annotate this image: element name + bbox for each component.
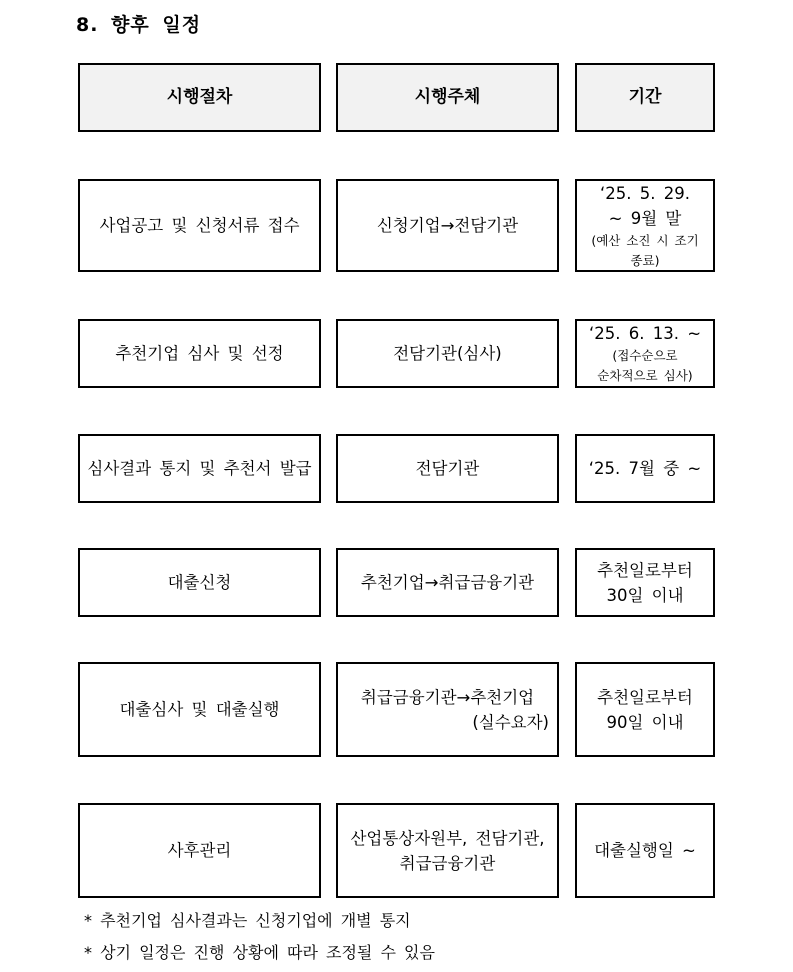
row2-period: [575, 319, 715, 388]
row2-actor: [336, 319, 559, 388]
row1-period-note1: (예산 소진 시 조기: [591, 232, 699, 248]
row3-actor: [336, 434, 559, 503]
row4-procedure: [78, 548, 321, 617]
row6-procedure-text: 사후관리: [167, 841, 232, 860]
row4-actor: [336, 548, 559, 617]
header-actor: [336, 63, 559, 132]
row2-procedure-text: 추천기업 심사 및 선정: [115, 344, 284, 363]
row5-actor-line2: (실수요자): [472, 712, 549, 732]
row1-actor: [336, 179, 559, 272]
row6-actor-line2: 취급금융기관: [399, 853, 496, 873]
row1-period: [575, 179, 715, 272]
row3-period-line1: ‘25. 7월 중 ~: [588, 459, 702, 478]
row5-actor: [336, 662, 559, 757]
row3-procedure: [78, 434, 321, 503]
row4-period-line1: 추천일로부터: [597, 560, 693, 580]
row6-procedure: [78, 803, 321, 898]
row1-procedure: [78, 179, 321, 272]
row2-period-note1: (접수순으로: [612, 348, 678, 363]
row3-procedure-text: 심사결과 통지 및 추천서 발급: [87, 459, 312, 478]
row3-actor-text: 전담기관: [415, 459, 480, 478]
row5-period-line2: 90일 이내: [606, 712, 684, 732]
header-actor-label: 시행주체: [414, 87, 481, 107]
row1-actor-text: 신청기업→전담기관: [376, 216, 519, 235]
row2-procedure: [78, 319, 321, 388]
row5-procedure: [78, 662, 321, 757]
row5-actor-line1: 취급금융기관→추천기업: [360, 687, 535, 707]
row1-procedure-text: 사업공고 및 신청서류 접수: [99, 216, 300, 235]
row1-period-line2: ~ 9월 말: [608, 208, 682, 228]
section-title: 8. 향후 일정: [76, 14, 202, 36]
row2-period-note2: 순차적으로 심사): [597, 368, 693, 383]
row1-period-note2: 종료): [630, 252, 660, 268]
header-period-label: 기간: [628, 87, 662, 107]
row4-period-line2: 30일 이내: [606, 585, 684, 605]
note-1: * 추천기업 심사결과는 신청기업에 개별 통지: [84, 911, 411, 930]
row3-period: [575, 434, 715, 503]
row4-procedure-text: 대출신청: [167, 573, 232, 592]
note-2: * 상기 일정은 진행 상황에 따라 조정될 수 있음: [84, 943, 435, 962]
row2-period-line1: ‘25. 6. 13. ~: [588, 324, 702, 343]
row2-actor-text: 전담기관(심사): [393, 344, 502, 363]
row6-period: [575, 803, 715, 898]
row6-actor-line1: 산업통상자원부, 전담기관,: [350, 828, 545, 848]
row4-actor-text: 추천기업→취급금융기관: [360, 573, 535, 592]
row5-period: [575, 662, 715, 757]
row6-period-line1: 대출실행일 ~: [594, 841, 696, 860]
header-procedure: [78, 63, 321, 132]
header-procedure-label: 시행절차: [166, 87, 233, 107]
row5-procedure-text: 대출심사 및 대출실행: [119, 700, 280, 719]
row1-period-line1: ‘25. 5. 29.: [600, 183, 690, 203]
row5-period-line1: 추천일로부터: [597, 687, 693, 707]
header-period: [575, 63, 715, 132]
row6-actor: [336, 803, 559, 898]
row4-period: [575, 548, 715, 617]
